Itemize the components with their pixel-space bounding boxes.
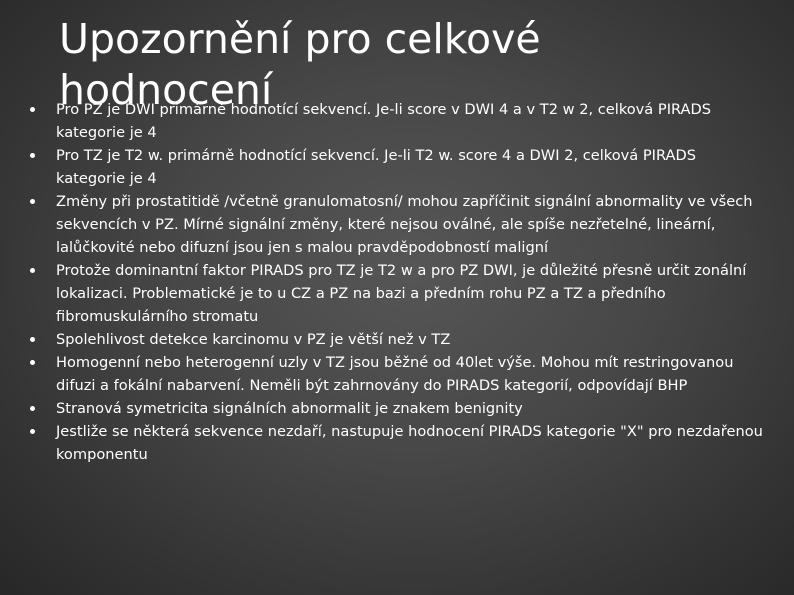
bullet-dot-icon	[30, 337, 35, 342]
bullet-dot-icon	[30, 406, 35, 411]
bullet-text: Homogenní nebo heterogenní uzly v TZ jsou běžné od 40let výše. Mohou mít restringovanou difuzi a fokální nabarvení. Neměli být zahrnovány do PIRADS kategorií, odpovídají BHP	[56, 354, 734, 394]
bullet-dot-icon	[30, 360, 35, 365]
bullet-item	[28, 190, 768, 259]
bullet-item	[28, 328, 768, 351]
bullet-text: Protože dominantní faktor PIRADS pro TZ je T2 w a pro PZ DWI, je důležité přesně určit zonální lokalizaci. Problematické je to u CZ a PZ na bazi a předním rohu PZ a TZ a předního fibromuskulárního stromatu	[56, 262, 747, 325]
bullet-text: Pro TZ je T2 w. primárně hodnotící sekvencí. Je-li T2 w. score 4 a DWI 2, celková PIRADS kategorie je 4	[56, 147, 696, 187]
bullet-item	[28, 98, 768, 144]
bullet-item	[28, 397, 768, 420]
bullet-item	[28, 259, 768, 328]
bullet-item	[28, 420, 768, 466]
bullet-dot-icon	[30, 429, 35, 434]
bullet-text: Spolehlivost detekce karcinomu v PZ je větší než v TZ	[56, 331, 451, 348]
bullet-text: Pro PZ je DWI primárně hodnotící sekvencí. Je-li score v DWI 4 a v T2 w 2, celková PIRADS kategorie je 4	[56, 101, 712, 141]
bullet-text: Jestliže se některá sekvence nezdaří, nastupuje hodnocení PIRADS kategorie "X" pro nezdařenou komponentu	[56, 423, 763, 463]
bullet-list	[28, 98, 768, 466]
bullet-text: Stranová symetricita signálních abnormalit je znakem benignity	[56, 400, 523, 417]
bullet-dot-icon	[30, 199, 35, 204]
bullet-dot-icon	[30, 107, 35, 112]
bullet-text: Změny při prostatitidě /včetně granulomatosní/ mohou zapříčinit signální abnormality ve všech sekvencích v PZ. Mírné signální změny, které nejsou oválné, ale spíše nezřetelné, lineární, lalůčkovité nebo difuzní jsou jen s malou pravděpodobností maligní	[56, 193, 753, 256]
slide-title: Upozornění pro celkové hodnocení	[59, 15, 541, 114]
bullet-item	[28, 351, 768, 397]
bullet-dot-icon	[30, 153, 35, 158]
bullet-item	[28, 144, 768, 190]
bullet-dot-icon	[30, 268, 35, 273]
